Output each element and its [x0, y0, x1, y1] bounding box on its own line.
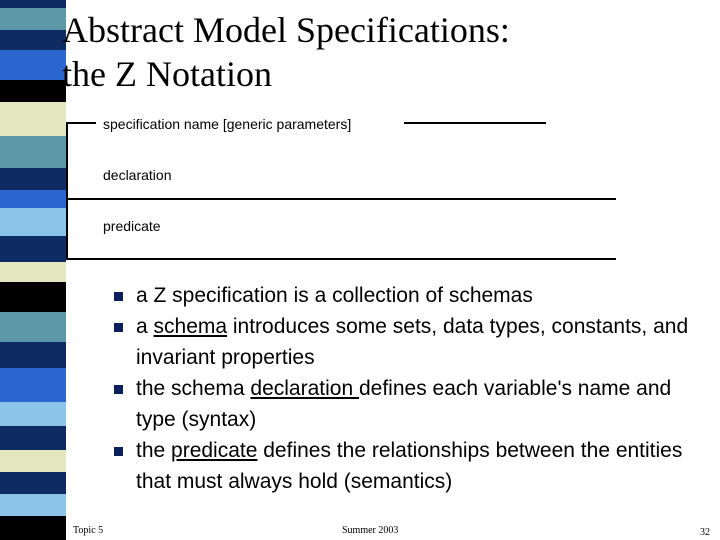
stripe-block — [0, 236, 66, 262]
bullet-square-icon — [114, 323, 123, 332]
schema-top-left-tick — [66, 122, 96, 124]
bullet-text: a — [136, 315, 154, 338]
stripe-block — [0, 262, 66, 282]
bullet-square-icon — [114, 447, 123, 456]
decorative-stripe — [0, 0, 66, 540]
stripe-block — [0, 168, 66, 190]
title-line-2: the Z Notation — [62, 54, 272, 94]
footer-topic: Topic 5 — [73, 525, 104, 536]
bullet-item-1 — [110, 280, 710, 311]
schema-declaration-label: declaration — [103, 167, 172, 183]
slide-title — [62, 8, 510, 96]
bullet-item-3 — [110, 373, 710, 435]
stripe-block — [0, 450, 66, 472]
bullet-text: introduces some sets, data types, constants, and invariant properties — [136, 315, 689, 369]
stripe-block — [0, 50, 66, 80]
term-predicate: predicate — [171, 439, 258, 462]
stripe-block — [0, 208, 66, 236]
stripe-block — [0, 402, 66, 426]
stripe-block — [0, 494, 66, 516]
stripe-block — [0, 102, 66, 136]
stripe-block — [0, 342, 66, 368]
bullet-text: a Z specification is a collection of schemas — [136, 284, 533, 307]
footer-page-number: 32 — [700, 527, 710, 538]
stripe-block — [0, 0, 66, 8]
stripe-block — [0, 472, 66, 494]
schema-bottom-rule — [66, 258, 616, 260]
schema-predicate-label: predicate — [103, 218, 161, 234]
bullet-square-icon — [114, 292, 123, 301]
bullet-item-4 — [110, 435, 710, 497]
stripe-block — [0, 312, 66, 342]
bullet-text: defines the relationships between the entities that must always hold (semantics) — [136, 439, 683, 493]
bullet-list — [110, 280, 710, 497]
bullet-text: the — [136, 439, 172, 462]
schema-top-right-rule — [404, 122, 546, 124]
schema-left-bar — [66, 122, 68, 260]
footer-date: Summer 2003 — [342, 525, 399, 536]
stripe-block — [0, 516, 66, 540]
stripe-block — [0, 136, 66, 168]
stripe-block — [0, 8, 66, 30]
stripe-block — [0, 190, 66, 208]
title-line-1: Abstract Model Specifications: — [62, 10, 510, 50]
bullet-text: defines each variable's name and type (syntax) — [136, 377, 672, 431]
schema-header-label: specification name [generic parameters] — [103, 116, 352, 132]
bullet-text: the schema — [136, 377, 251, 400]
bullet-item-2 — [110, 311, 710, 373]
term-declaration: declaration — [250, 377, 359, 400]
bullet-square-icon — [114, 385, 123, 394]
stripe-block — [0, 282, 66, 312]
term-schema: schema — [153, 315, 228, 338]
stripe-block — [0, 368, 66, 402]
stripe-block — [0, 80, 66, 102]
stripe-block — [0, 426, 66, 450]
stripe-block — [0, 30, 66, 50]
schema-divider — [66, 198, 616, 200]
